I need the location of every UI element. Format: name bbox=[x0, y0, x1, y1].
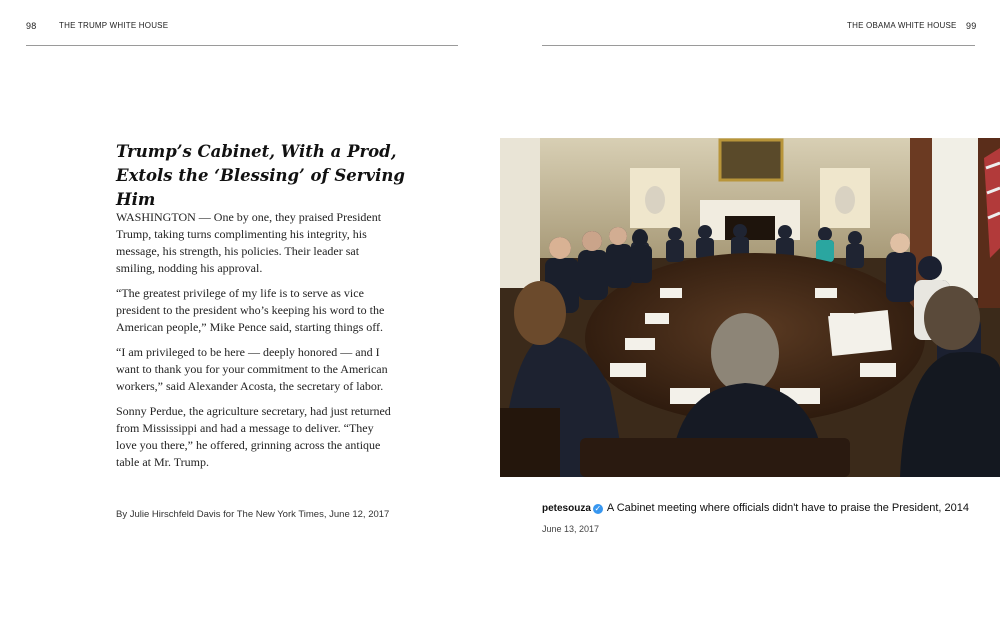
right-header-rule bbox=[542, 45, 975, 46]
article-byline: By Julie Hirschfeld Davis for The New York Times, June 12, 2017 bbox=[116, 509, 390, 520]
right-running-head: THE OBAMA WHITE HOUSE bbox=[847, 21, 957, 30]
left-header-rule bbox=[26, 45, 458, 46]
post-date: June 13, 2017 bbox=[542, 524, 600, 534]
post-caption: A Cabinet meeting where officials didn't have to praise the President, 2014 bbox=[606, 502, 969, 514]
paragraph-1: WASHINGTON — One by one, they praised President Trump, taking turns complimenting his integrity, his message, his strength, his policies. Their leader sat smiling, nodding his approval. bbox=[116, 210, 382, 275]
headline-line-1: Trump’s Cabinet, With a Prod, bbox=[116, 142, 397, 161]
article-body bbox=[116, 209, 391, 479]
article-headline bbox=[116, 140, 416, 212]
paragraph-3: “I am privileged to be here — deeply honored — and I want to thank you for your commitment to the American workers,” said Alexander Acosta, the secretary of labor. bbox=[116, 345, 388, 393]
headline-line-2: Extols the ‘Blessing’ of Serving Him bbox=[116, 166, 405, 209]
verified-check-icon: ✓ bbox=[594, 504, 602, 513]
paragraph-4: Sonny Perdue, the agriculture secretary, had just returned from Mississippi and had a message to deliver. “They love you there,” he offered, grinning across the antique table at Mr. Trump. bbox=[116, 404, 391, 469]
paragraph-2: “The greatest privilege of my life is to serve as vice president to the president who’s keeping his word to the American people,” Mike Pence said, starting things off. bbox=[116, 286, 385, 334]
right-page-number: 99 bbox=[966, 21, 977, 31]
cabinet-meeting-photo bbox=[500, 138, 1000, 477]
post-username: petesouza bbox=[542, 503, 591, 514]
left-page-number: 98 bbox=[26, 21, 37, 31]
post-caption-row bbox=[542, 502, 992, 514]
left-running-head: THE TRUMP WHITE HOUSE bbox=[59, 21, 169, 30]
cabinet-meeting-illustration bbox=[500, 138, 1000, 477]
